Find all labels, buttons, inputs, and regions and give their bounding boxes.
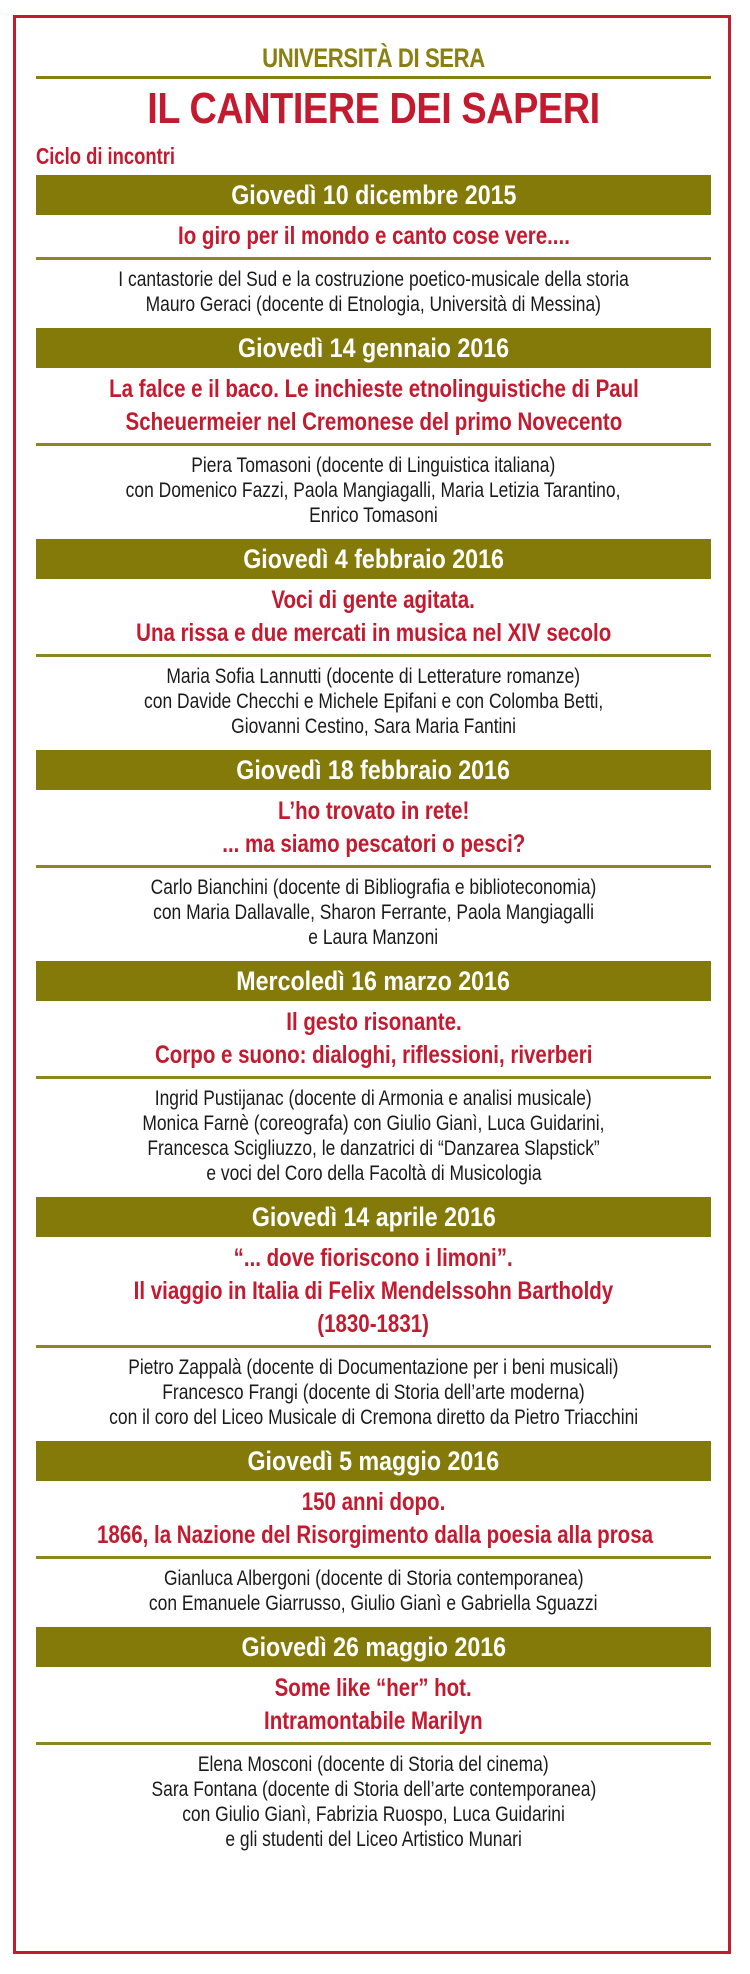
event-date: Giovedì 18 febbraio 2016 — [236, 755, 511, 785]
event-detail-line: Francesca Scigliuzzo, le danzatrici di “Danzarea Slapstick” — [147, 1137, 600, 1160]
event-date-bar — [36, 539, 711, 579]
event-title-line: Una rissa e due mercati in musica nel XIV secolo — [135, 619, 612, 647]
event-block — [36, 750, 711, 956]
event-details — [36, 260, 711, 323]
event-detail-line: Enrico Tomasoni — [309, 504, 438, 527]
event-title-line: “... dove fioriscono i limoni”. — [233, 1244, 514, 1272]
event-title-line: Io giro per il mondo e canto cose vere.... — [177, 222, 570, 250]
event-title — [36, 368, 711, 443]
event-title-line: Some like “her” hot. — [274, 1674, 473, 1702]
event-block — [36, 539, 711, 745]
event-detail-line: Elena Mosconi (docente di Storia del cinema) — [198, 1753, 549, 1776]
event-detail-line: Gianluca Albergoni (docente di Storia contemporanea) — [163, 1567, 584, 1590]
event-title — [36, 1237, 711, 1345]
event-detail-line: con Domenico Fazzi, Paola Mangiagalli, Maria Letizia Tarantino, — [126, 479, 621, 502]
event-date-bar — [36, 1441, 711, 1481]
event-detail-line: con Davide Checchi e Michele Epifani e con Colomba Betti, — [143, 690, 604, 713]
event-details — [36, 868, 711, 956]
event-title-line: Corpo e suono: dialoghi, riflessioni, riverberi — [154, 1041, 593, 1069]
poster-content — [36, 0, 711, 1858]
event-date: Giovedì 5 maggio 2016 — [247, 1446, 500, 1476]
event-block — [36, 328, 711, 534]
event-detail-line: Francesco Frangi (docente di Storia dell’arte moderna) — [162, 1381, 585, 1404]
event-title — [36, 215, 711, 257]
event-date: Giovedì 26 maggio 2016 — [241, 1632, 506, 1662]
event-date-bar — [36, 175, 711, 215]
event-detail-line: Mauro Geraci (docente di Etnologia, Università di Messina) — [145, 293, 602, 316]
event-details — [36, 1559, 711, 1622]
event-detail-line: con il coro del Liceo Musicale di Cremona diretto da Pietro Triacchini — [109, 1406, 638, 1429]
event-date: Mercoledì 16 marzo 2016 — [236, 966, 511, 996]
event-date-bar — [36, 1197, 711, 1237]
event-title-line: Il gesto risonante. — [285, 1008, 462, 1036]
event-title — [36, 790, 711, 865]
event-detail-line: e gli studenti del Liceo Artistico Munari — [225, 1828, 522, 1851]
event-detail-line: I cantastorie del Sud e la costruzione poetico-musicale della storia — [118, 268, 629, 291]
event-date: Giovedì 10 dicembre 2015 — [230, 180, 517, 210]
event-date: Giovedì 14 gennaio 2016 — [237, 333, 510, 363]
event-detail-line: e voci del Coro della Facoltà di Musicologia — [205, 1162, 542, 1185]
header-divider — [36, 76, 711, 79]
event-block — [36, 1197, 711, 1436]
page-title: IL CANTIERE DEI SAPERI — [147, 84, 600, 133]
event-date-bar — [36, 1627, 711, 1667]
event-detail-line: Giovanni Cestino, Sara Maria Fantini — [231, 715, 516, 738]
event-title — [36, 1481, 711, 1556]
event-details — [36, 1348, 711, 1436]
event-title-line: 1866, la Nazione del Risorgimento dalla poesia alla prosa — [97, 1521, 653, 1549]
event-title-line: 150 anni dopo. — [301, 1488, 446, 1516]
events-list — [36, 175, 711, 1858]
event-title-line: ... ma siamo pescatori o pesci? — [221, 830, 526, 858]
event-date-bar — [36, 750, 711, 790]
event-detail-line: con Giulio Gianì, Fabrizia Ruospo, Luca Guidarini — [182, 1803, 565, 1826]
series-subtitle: Ciclo di incontri — [36, 143, 176, 169]
event-title-line: La falce e il baco. Le inchieste etnolinguistiche di Paul — [108, 375, 639, 403]
event-detail-line: Monica Farnè (coreografa) con Giulio Gianì, Luca Guidarini, — [142, 1112, 605, 1135]
event-detail-line: e Laura Manzoni — [308, 926, 439, 949]
event-title-line: Voci di gente agitata. — [271, 586, 476, 614]
event-date: Giovedì 14 aprile 2016 — [251, 1202, 496, 1232]
event-date: Giovedì 4 febbraio 2016 — [243, 544, 504, 574]
event-date-bar — [36, 961, 711, 1001]
event-block — [36, 175, 711, 323]
event-title — [36, 1001, 711, 1076]
event-details — [36, 657, 711, 745]
event-block — [36, 1441, 711, 1622]
event-title-line: L’ho trovato in rete! — [277, 797, 470, 825]
event-title — [36, 1667, 711, 1742]
event-title — [36, 579, 711, 654]
event-title-line: Scheuermeier nel Cremonese del primo Novecento — [125, 408, 622, 436]
event-title-line: Intramontabile Marilyn — [264, 1707, 483, 1735]
event-detail-line: Piera Tomasoni (docente di Linguistica italiana) — [191, 454, 556, 477]
event-block — [36, 1627, 711, 1858]
event-title-line: (1830-1831) — [317, 1310, 430, 1338]
supertitle: UNIVERSITÀ DI SERA — [262, 43, 485, 73]
event-details — [36, 446, 711, 534]
event-details — [36, 1745, 711, 1858]
event-detail-line: Sara Fontana (docente di Storia dell’arte contemporanea) — [151, 1778, 596, 1801]
event-details — [36, 1079, 711, 1192]
event-detail-line: Maria Sofia Lannutti (docente di Letterature romanze) — [166, 665, 581, 688]
event-date-bar — [36, 328, 711, 368]
event-detail-line: con Emanuele Giarrusso, Giulio Gianì e Gabriella Sguazzi — [149, 1592, 598, 1615]
event-detail-line: Ingrid Pustijanac (docente di Armonia e analisi musicale) — [155, 1087, 592, 1110]
event-title-line: Il viaggio in Italia di Felix Mendelssohn Bartholdy — [133, 1277, 614, 1305]
event-detail-line: con Maria Dallavalle, Sharon Ferrante, Paola Mangiagalli — [153, 901, 594, 924]
event-detail-line: Pietro Zappalà (docente di Documentazione per i beni musicali) — [128, 1356, 619, 1379]
event-block — [36, 961, 711, 1192]
event-detail-line: Carlo Bianchini (docente di Bibliografia e biblioteconomia) — [150, 876, 597, 899]
